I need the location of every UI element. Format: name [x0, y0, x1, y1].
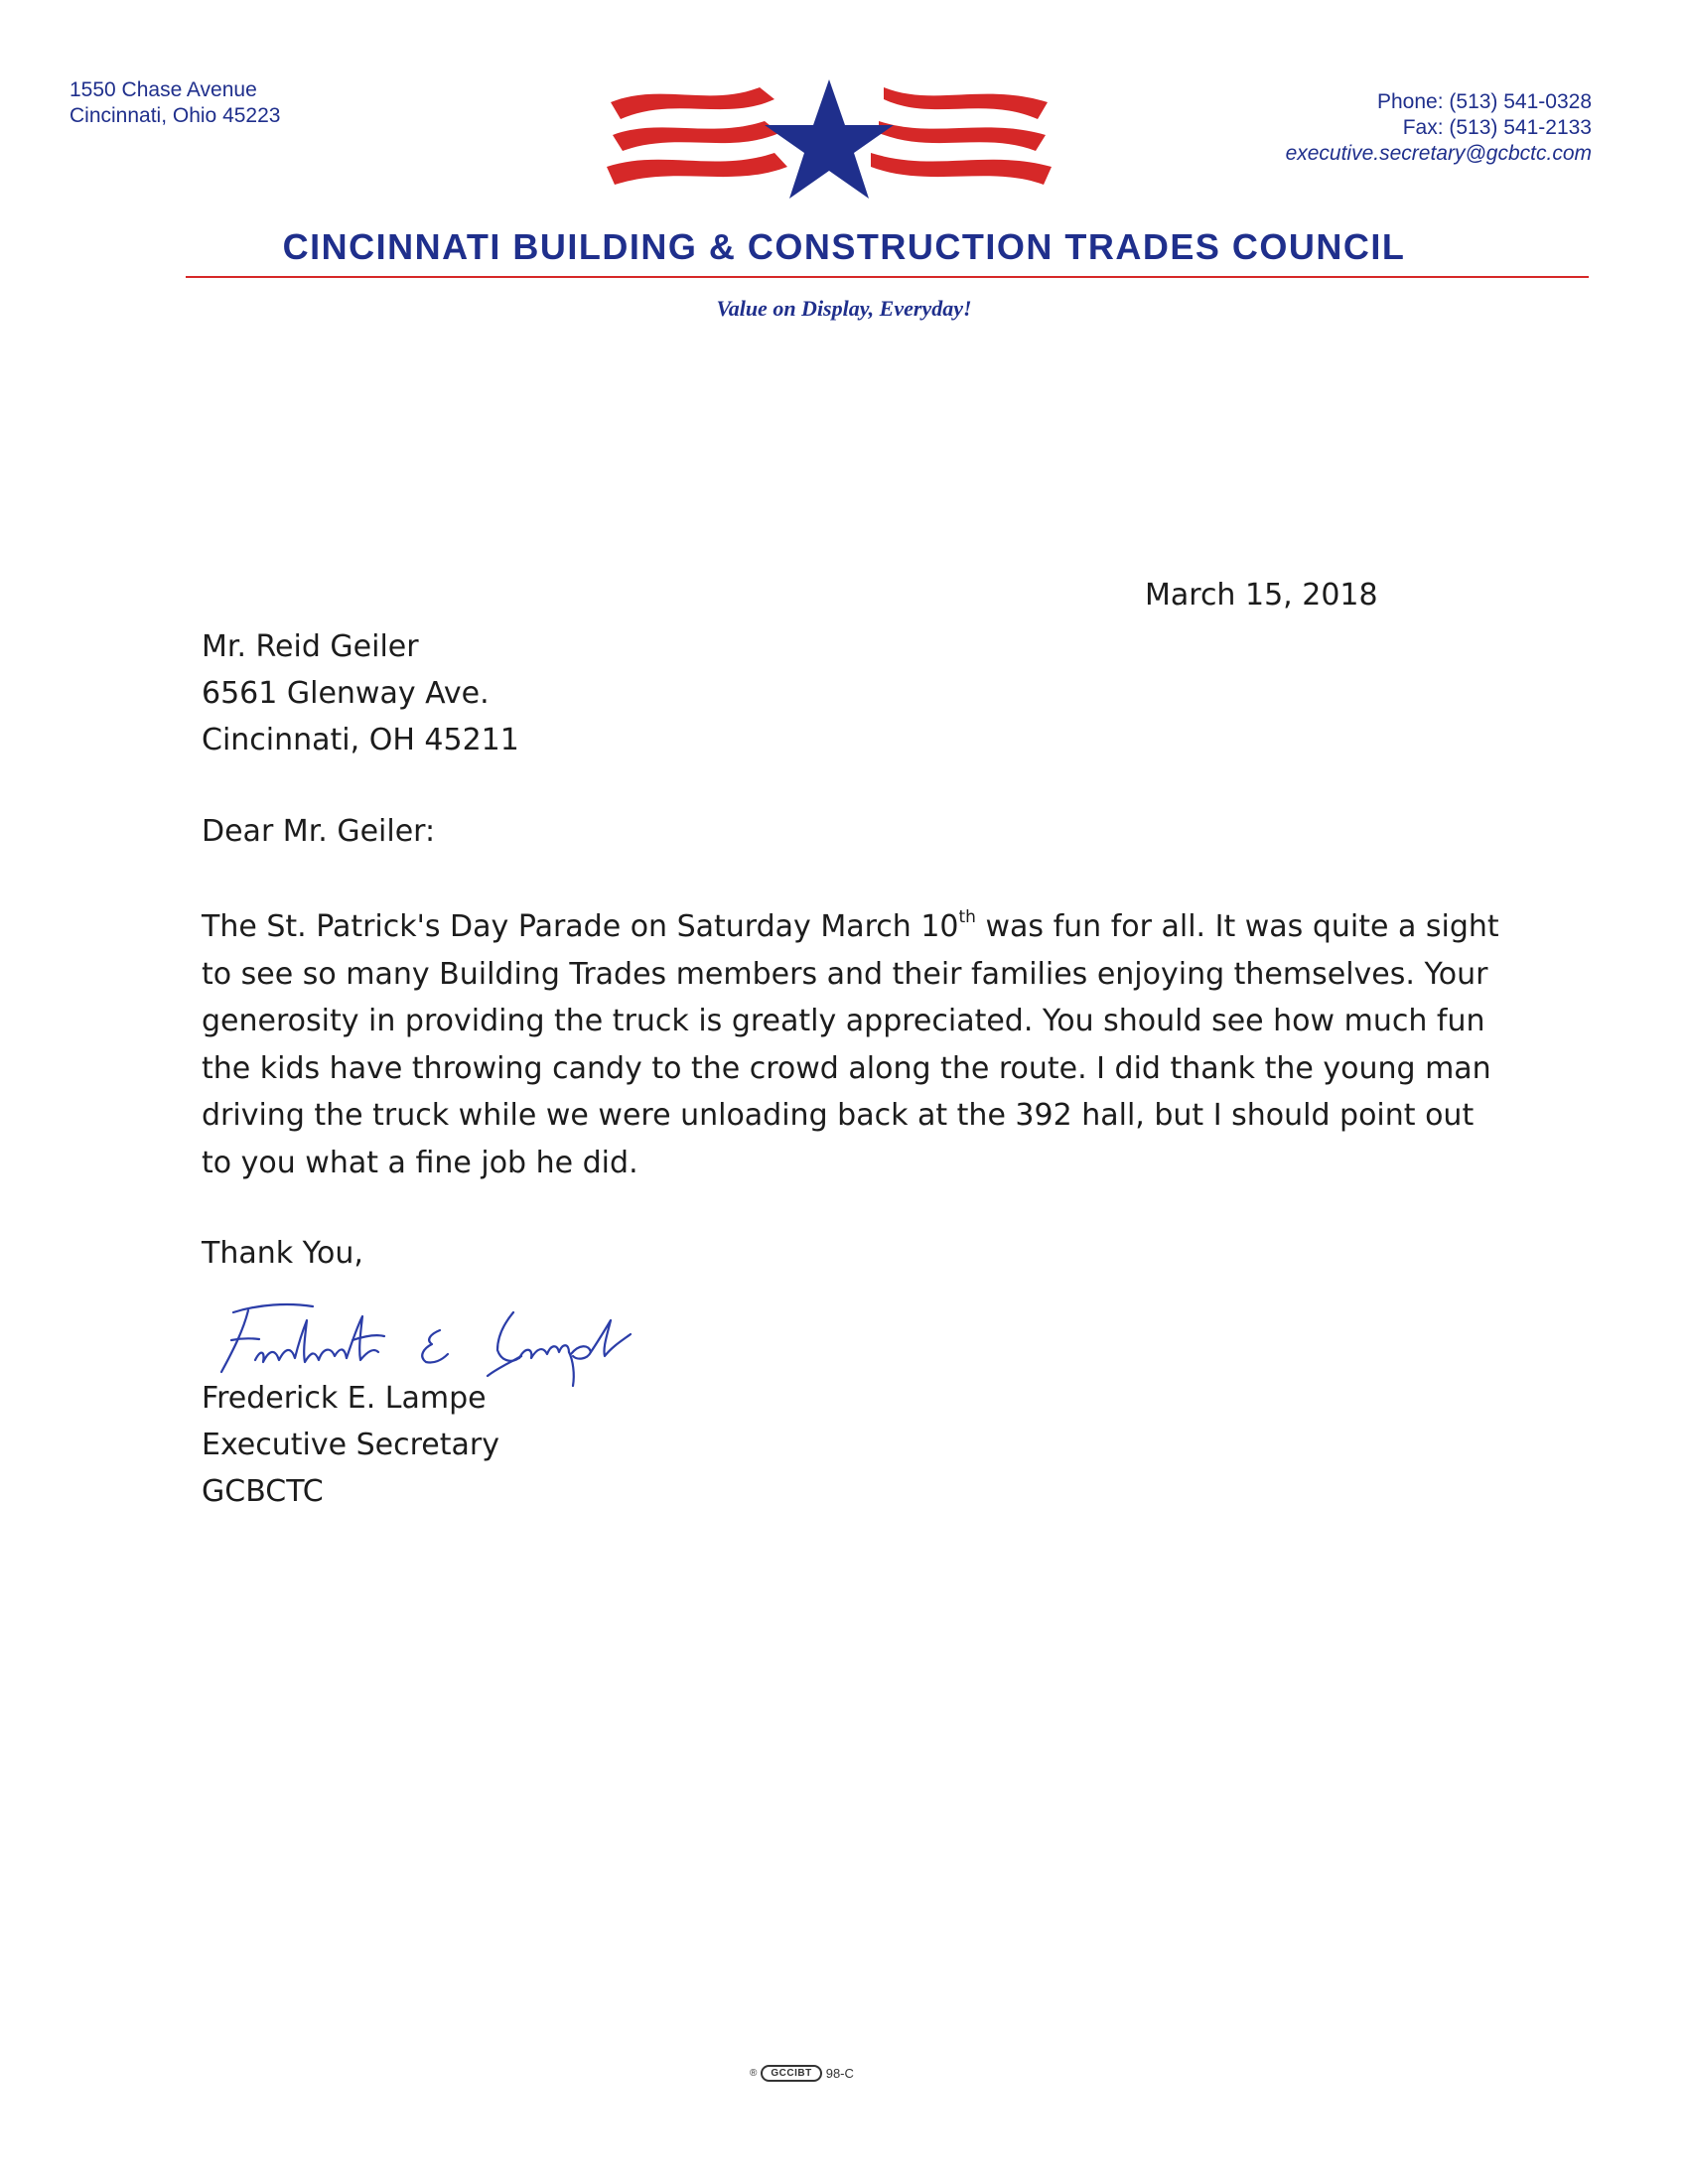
address-line-2: Cincinnati, Ohio 45223	[70, 104, 281, 127]
salutation: Dear Mr. Geiler:	[202, 814, 436, 849]
letter-date: March 15, 2018	[1145, 578, 1378, 613]
letterhead-address	[70, 77, 280, 129]
union-label-code: 98-C	[825, 2065, 854, 2081]
recipient-name: Mr. Reid Geiler	[202, 629, 419, 664]
signer-title: Executive Secretary	[202, 1428, 499, 1462]
recipient-city: Cincinnati, OH 45211	[202, 723, 519, 757]
registered-mark: ®	[750, 2067, 758, 2079]
email-address: executive.secretary@gcbctc.com	[1285, 142, 1592, 165]
recipient-address	[202, 623, 519, 763]
closing: Thank You,	[202, 1236, 363, 1271]
phone-number: Phone: (513) 541-0328	[1377, 90, 1592, 113]
signer-name: Frederick E. Lampe	[202, 1381, 487, 1416]
body-paragraph	[202, 903, 1512, 1186]
flag-star-logo	[601, 77, 1057, 206]
fax-number: Fax: (513) 541-2133	[1402, 116, 1592, 139]
tagline: Value on Display, Everyday!	[716, 296, 972, 321]
body-text-part-1: The St. Patrick's Day Parade on Saturday March 10	[202, 909, 959, 944]
signer-block	[202, 1375, 499, 1515]
letterhead-contact	[1286, 89, 1592, 167]
union-label	[750, 2061, 854, 2085]
recipient-street: 6561 Glenway Ave.	[202, 676, 490, 711]
organization-name: CINCINNATI BUILDING & CONSTRUCTION TRADES COUNCIL	[282, 226, 1406, 267]
letterhead-divider	[186, 276, 1589, 278]
body-superscript: th	[958, 907, 976, 927]
union-label-oval: GCCIBT	[761, 2065, 821, 2082]
body-text-part-2: was fun for all. It was quite a sight to see so many Building Trades members and their families enjoying themselves. Your generosity in providing the truck is greatly appreciated. You should see how much fun the kids have throwing candy to the crowd along the route. I did thank the young man driving the truck while we were unloading back at the 392 hall, but I should point out to you what a fine job he did.	[202, 909, 1499, 1180]
address-line-1: 1550 Chase Avenue	[70, 78, 257, 101]
signer-organization: GCBCTC	[202, 1474, 324, 1509]
